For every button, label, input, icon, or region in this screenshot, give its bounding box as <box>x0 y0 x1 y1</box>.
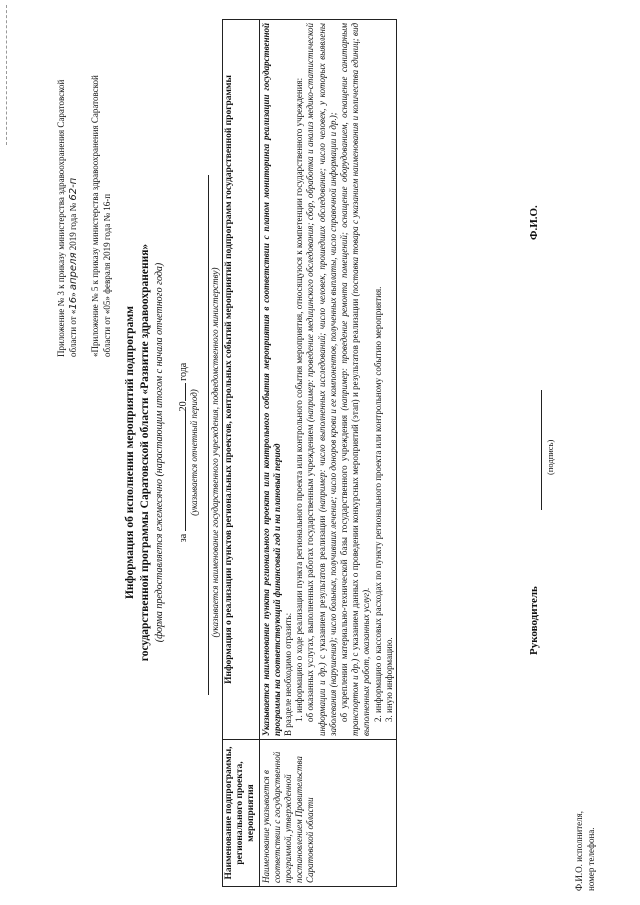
appendix-current-line2 <box>68 178 79 357</box>
period-note: (указывается отчетный период) <box>189 389 199 516</box>
period-year: 20 <box>178 401 189 412</box>
item1a-results: (например: число выполненных исследований; число человек, прошедших обследование; число человек, у которых выявлены заболевания (нарушения); число больных, получивших лечение; число доноров крови и ее компонентов, полученных выплаты, число справочной информации и др.); <box>316 23 338 736</box>
item1a-examples: (например: проведение медицинского обследования; сбор, обработка и анализ медико-статистической информации и др.) <box>305 22 327 736</box>
title-line3: (форма предоставляется ежемесячно (нарастающим итогом с начала отчетного года) <box>154 262 165 643</box>
table-body-row <box>259 20 396 887</box>
appendix-handwritten-number: 62-п <box>68 177 79 201</box>
col2-section: В разделе необходимо отразить: <box>283 612 294 736</box>
period-blank-1 <box>176 411 186 531</box>
period-prefix: за <box>178 531 189 543</box>
col2-item1: 1. информацию о ходе реализации пункта регионального проекта или контрольного события мероприятия, относящуюся к компетенции государственного учреждения: <box>294 77 305 722</box>
signature-name: Ф.И.О. <box>528 205 540 240</box>
col2-item1b <box>339 23 373 736</box>
appendix-date-prefix: области от « <box>68 309 78 357</box>
item1a-tail: с указанием результатов реализации <box>316 512 327 663</box>
appendix-date-year: 2019 года № <box>68 200 78 253</box>
item1b-results: (поставка товара с указанием наименования и количества единиц; вид выполненных работ, оказанных услуг). <box>350 23 372 736</box>
signature-line <box>541 390 542 510</box>
appendix-handwritten-day: 16 <box>68 296 79 310</box>
col2-body <box>259 20 396 740</box>
appendix-current-line1: Приложение № 3 к приказу министерства здравоохранения Саратовской <box>56 79 66 357</box>
org-note: (указывается наименование государственного учреждения, подведомственного министерству) <box>210 267 220 638</box>
col2-item2: 2. информацию о кассовых расходах по пункту регионального проекта или контрольному событию мероприятия. <box>372 286 383 722</box>
period-suffix: года <box>178 362 189 384</box>
title-line1: Информация об исполнении мероприятий подпрограмм <box>124 306 136 600</box>
col2-header: Информация о реализации пунктов региональных проектов, контрольных событий мероприятий подпрограмм государственной программы <box>223 20 260 740</box>
report-table <box>222 19 397 887</box>
appendix-previous-line1: «Приложение № 5 к приказу министерства здравоохранения Саратовской <box>90 75 100 357</box>
org-name-line <box>208 175 209 695</box>
appendix-date-mid: » <box>68 290 78 297</box>
appendix-handwritten-month: апреля <box>68 252 79 291</box>
item1a-text: об оказанных услугах, выполненных работах государственным учреждением <box>305 422 316 722</box>
table-header-row <box>223 20 260 887</box>
title-line2: государственной программы Саратовской области «Развитие здравоохранения» <box>139 243 151 662</box>
signature-hint: (подпись) <box>545 439 555 475</box>
appendix-previous-line2: области от «05» февраля 2019 года № 16-п <box>102 193 112 357</box>
item1b-text: об укреплении материально-технической базы государственного учреждения <box>339 410 350 722</box>
col2-intro: Указывается наименование пункта регионального проекта или контрольного события мероприятия в соответствии с планом мониторинга реализации государственной программы на соответствующий финансовый год и на плановый период <box>260 23 282 736</box>
col2-item1a <box>305 23 339 736</box>
col1-header: Наименование подпрограммы, регионального проекта, мероприятия <box>223 740 260 887</box>
footer-phone: номер телефона. <box>586 827 596 891</box>
item1b-tail: с указанием данных о проведении конкурсных мероприятий (этап) и результатов реализации <box>350 296 361 659</box>
footer-executor: Ф.И.О. исполнителя, <box>574 810 584 891</box>
scan-edge-mark <box>6 5 7 145</box>
col2-item3: 3. иную информацию. <box>383 637 394 722</box>
signature-role: Руководитель <box>528 586 540 655</box>
period-blank-2 <box>176 383 186 401</box>
col1-body: Наименование указывается в соответствии с государственной программой, утвержденной постановлением Правительства Саратовской области <box>259 740 396 887</box>
item1b-examples: (например: проведение ремонта помещений; оснащение оборудованием, оснащение санитарным транспортом и др.) <box>339 23 361 736</box>
period-line <box>176 0 189 905</box>
